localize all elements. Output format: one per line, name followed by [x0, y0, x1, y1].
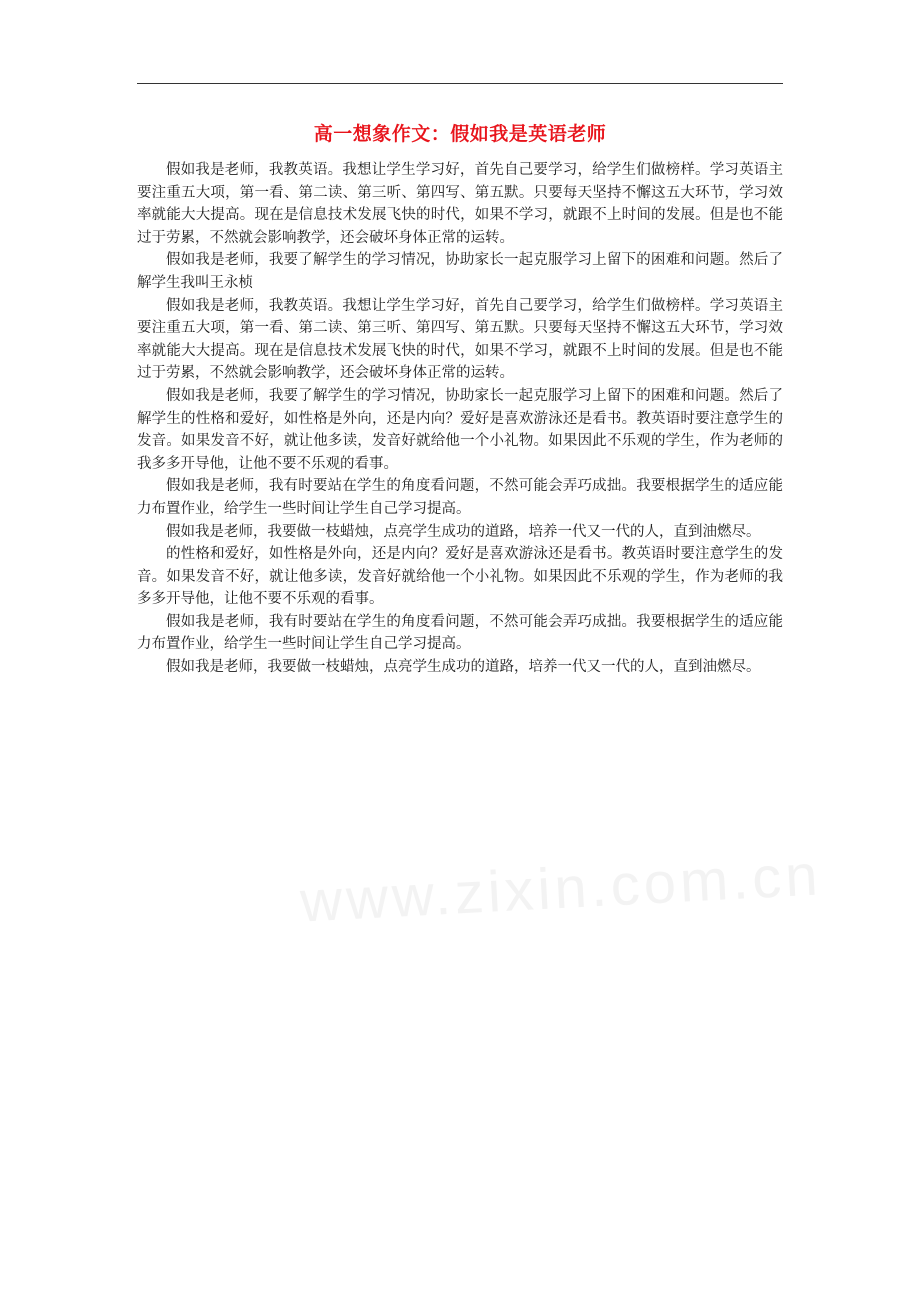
header-rule	[137, 83, 783, 84]
paragraph: 的性格和爱好，如性格是外向，还是内向？爱好是喜欢游泳还是看书。教英语时要注意学生的发音。如果发音不好，就让他多读，发音好就给他一个小礼物。如果因此不乐观的学生，作为老师的我多多开导他，让他不要不乐观的看事。	[137, 546, 783, 608]
paragraph: 假如我是老师，我有时要站在学生的角度看问题，不然可能会弄巧成拙。我要根据学生的适应能力布置作业，给学生一些时间让学生自己学习提高。	[137, 613, 783, 653]
document-body	[137, 159, 783, 679]
paragraph: 假如我是老师，我教英语。我想让学生学习好，首先自己要学习，给学生们做榜样。学习英语主要注重五大项，第一看、第二读、第三听、第四写、第五默。只要每天坚持不懈这五大环节，学习效率就能大大提高。现在是信息技术发展飞快的时代，如果不学习，就跟不上时间的发展。但是也不能过于劳累，不然就会影响教学，还会破坏身体正常的运转。	[137, 297, 783, 382]
paragraph: 假如我是老师，我教英语。我想让学生学习好，首先自己要学习，给学生们做榜样。学习英语主要注重五大项，第一看、第二读、第三听、第四写、第五默。只要每天坚持不懈这五大环节，学习效率就能大大提高。现在是信息技术发展飞快的时代，如果不学习，就跟不上时间的发展。但是也不能过于劳累，不然就会影响教学，还会破坏身体正常的运转。	[137, 162, 783, 246]
document-title: 高一想象作文：假如我是英语老师	[313, 123, 607, 145]
watermark: www.zixin.com.cn	[298, 842, 823, 935]
paragraph: 假如我是老师，我要做一枝蜡烛，点亮学生成功的道路，培养一代又一代的人，直到油燃尽。	[166, 659, 761, 676]
paragraph: 假如我是老师，我要做一枝蜡烛，点亮学生成功的道路，培养一代又一代的人，直到油燃尽。	[166, 523, 761, 540]
paragraph: 假如我是老师，我要了解学生的学习情况，协助家长一起克服学习上留下的困难和问题。然后了解学生的性格和爱好，如性格是外向，还是内向？爱好是喜欢游泳还是看书。教英语时要注意学生的发音。如果发音不好，就让他多读，发音好就给他一个小礼物。如果因此不乐观的学生，作为老师的我多多开导他，让他不要不乐观的看事。	[137, 387, 783, 472]
paragraph: 假如我是老师，我要了解学生的学习情况，协助家长一起克服学习上留下的困难和问题。然后了解学生我叫王永桢	[137, 252, 783, 291]
paragraph: 假如我是老师，我有时要站在学生的角度看问题，不然可能会弄巧成拙。我要根据学生的适应能力布置作业，给学生一些时间让学生自己学习提高。	[137, 478, 783, 517]
